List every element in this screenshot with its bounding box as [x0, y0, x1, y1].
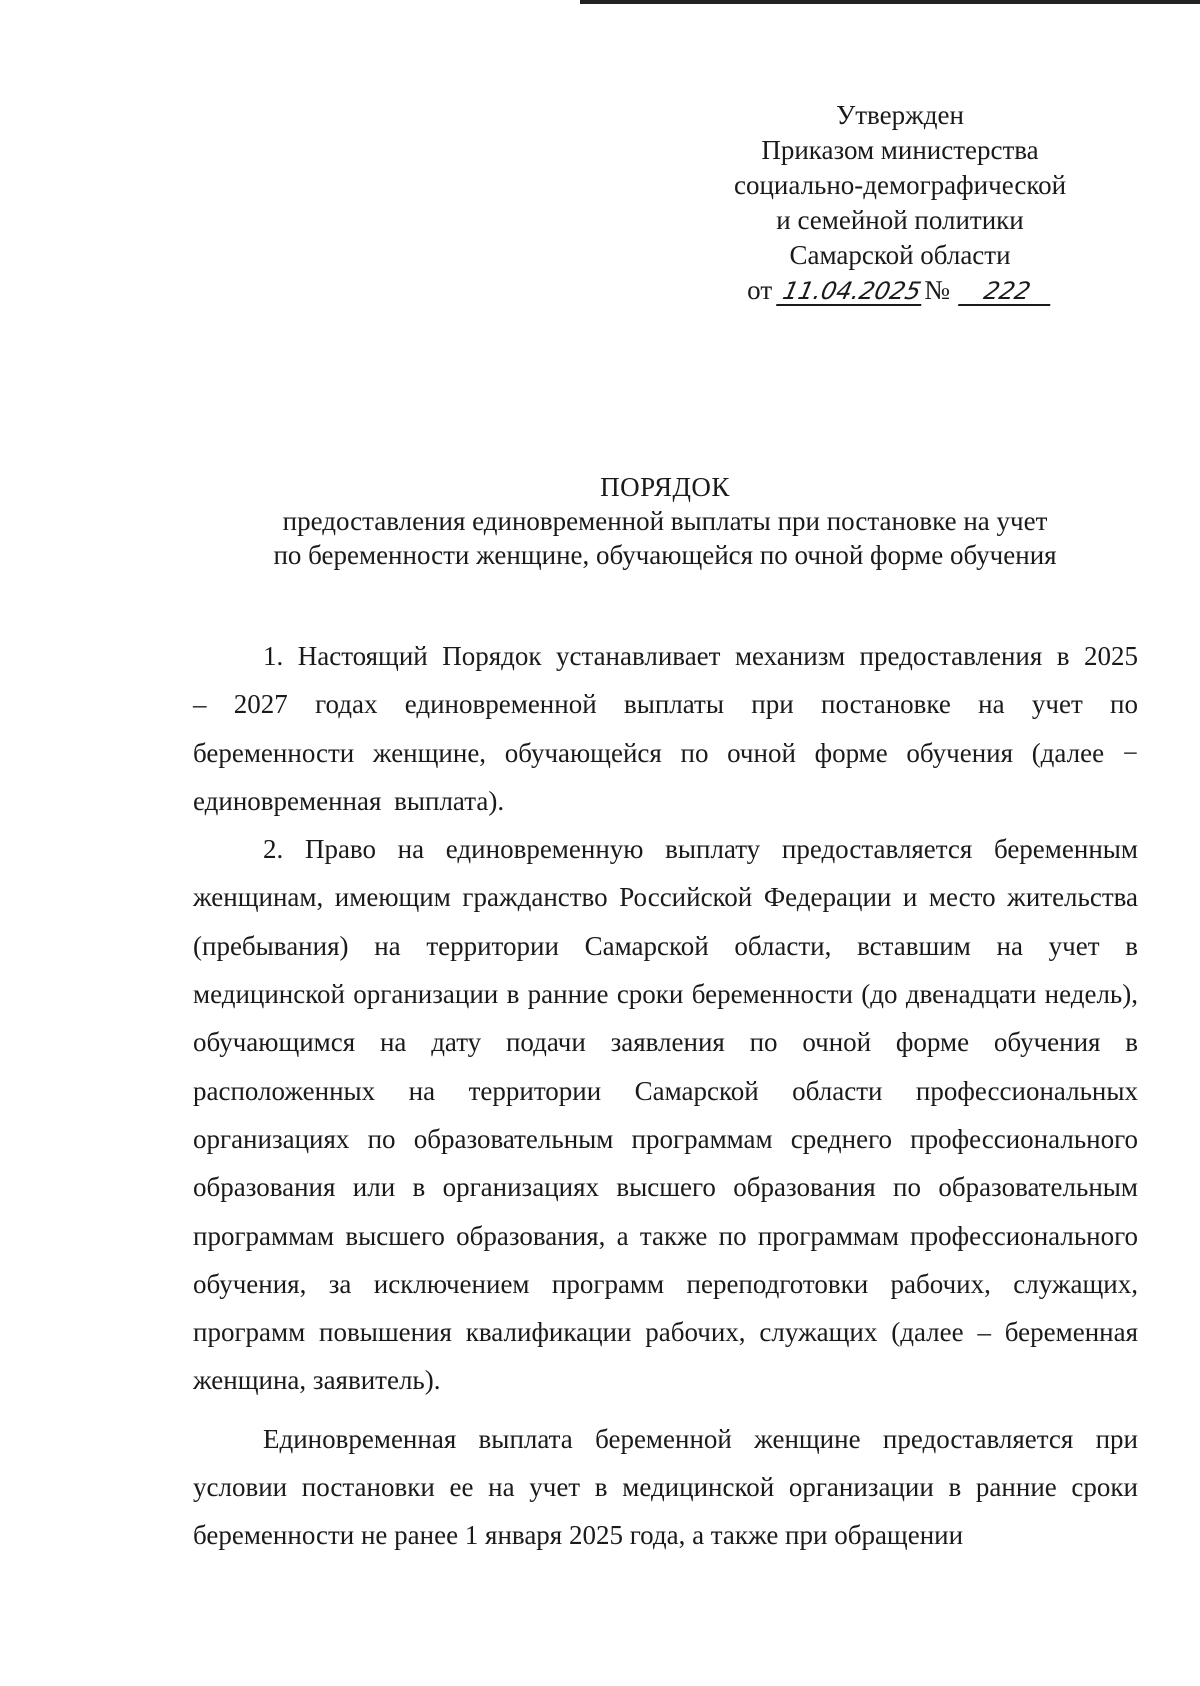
document-title-block — [190, 470, 1140, 572]
document-subtitle-line-1: предоставления единовременной выплаты при постановке на учет — [282, 506, 1048, 536]
handwritten-date: 11.04.2025 — [776, 278, 927, 306]
handwritten-number: 222 — [958, 278, 1056, 306]
document-body — [193, 632, 1138, 1560]
number-sign: № — [924, 275, 951, 305]
paragraph-2: 2. Право на единовременную выплату предоставляется беременным женщинам, имеющим гражданство Российской Федерации и место жительства (пребывания) на территории Самарской области, вставшим на учет в медицинской организации в ранние сроки беременности (до двенадцати недель), обучающимся на дату подачи заявления по очной форме обучения в расположенных на территории Самарской области профессиональных организациях по образовательным программам среднего профессионального образования или в организациях высшего образования по образовательным программам высшего образования, а также по программам профессионального обучения, за исключением программ переподготовки рабочих, служащих, программ повышения квалификации рабочих, служащих (далее – беременная женщина, заявитель). — [193, 834, 1138, 1396]
approval-line-2: Приказом министерства — [761, 135, 1039, 165]
document-subtitle-line-2: по беременности женщине, обучающейся по очной форме обучения — [273, 540, 1057, 570]
approval-line-3: социально-демографической — [733, 170, 1067, 200]
approval-line-1: Утвержден — [836, 100, 964, 130]
approval-line-5: Самарской области — [789, 240, 1011, 270]
paragraph-3: Единовременная выплата беременной женщине предоставляется при условии постановки ее на учет в медицинской организации в ранние сроки беременности не ранее 1 января 2025 года, а также при обращении — [193, 1423, 1138, 1551]
approval-stamp-block — [700, 98, 1100, 308]
document-title: ПОРЯДОК — [600, 472, 730, 502]
paragraph-1: 1. Настоящий Порядок устанавливает механизм предоставления в 2025 – 2027 годах единовременной выплаты при постановке на учет по беременности женщине, обучающейся по очной форме обучения (далее − единовременная выплата). — [193, 641, 1138, 816]
date-prefix: от — [747, 275, 773, 305]
approval-date-line — [700, 273, 1100, 308]
approval-line-4: и семейной политики — [776, 205, 1024, 235]
scan-edge-line — [580, 0, 1200, 4]
